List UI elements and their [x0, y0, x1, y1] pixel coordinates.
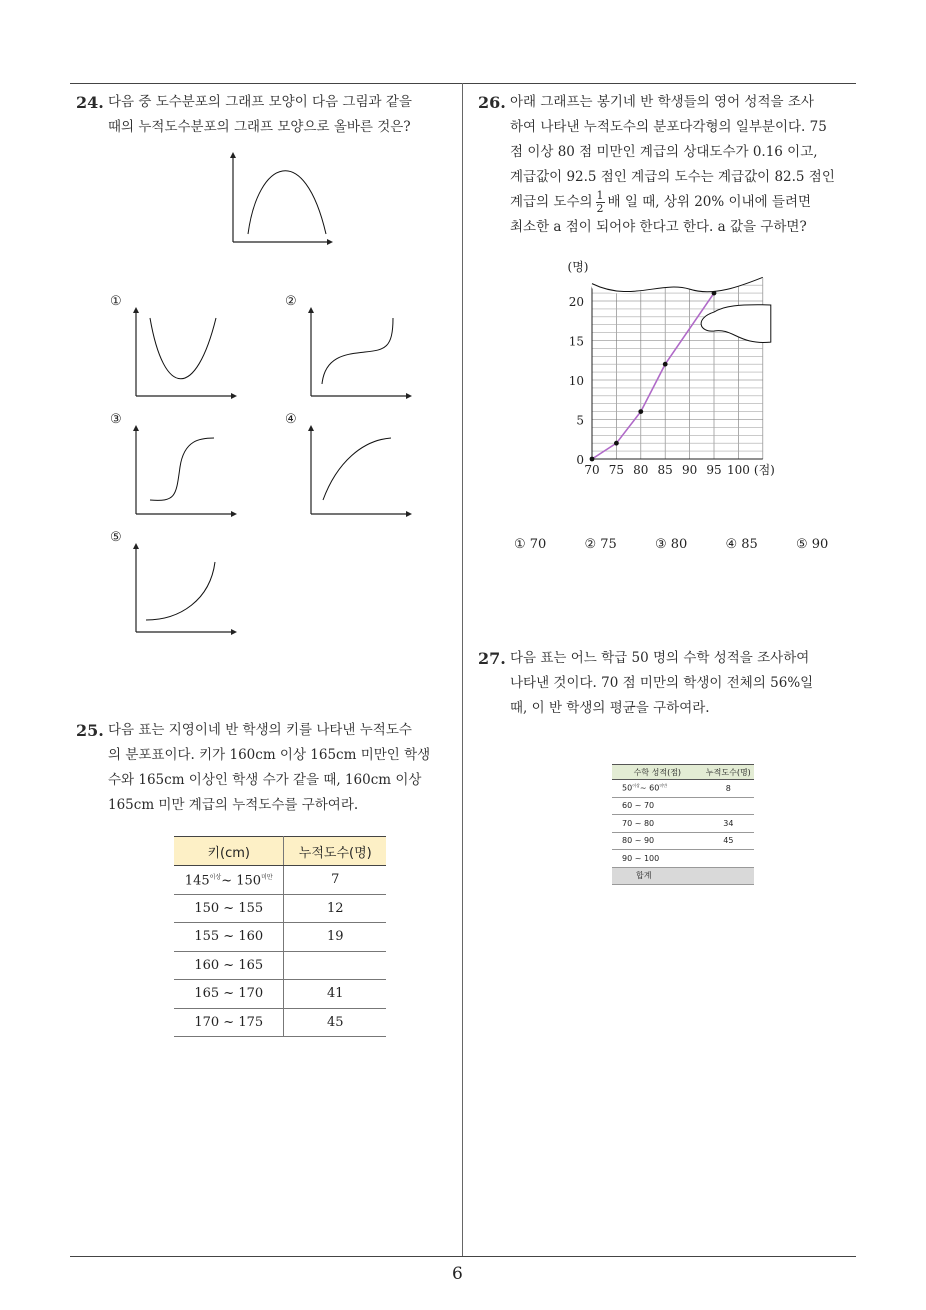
- option-4-graph[interactable]: [305, 422, 415, 522]
- y-tick-label: 15: [568, 334, 584, 349]
- table-row: $145^{이상}\sim$ $150^{미만}$ 7: [174, 866, 386, 895]
- table-row: 70 ~ 80 34: [612, 815, 754, 833]
- page-number: 6: [452, 1264, 463, 1284]
- y-tick-label: 0: [576, 453, 584, 467]
- answer-option[interactable]: ④ 85: [725, 537, 758, 552]
- table-header-height: 키(cm): [174, 837, 284, 866]
- q26-number: 26.: [478, 93, 506, 112]
- option-2-label: ②: [285, 294, 297, 309]
- table-total-row: 합계: [612, 867, 754, 885]
- data-point: [663, 362, 668, 367]
- torn-right-wedge: [701, 305, 771, 343]
- q25-text: [76, 718, 461, 818]
- x-tick-label: 75: [608, 463, 625, 477]
- q26-cumulative-chart: [550, 258, 820, 490]
- option-2-graph[interactable]: [305, 304, 415, 404]
- table-header-cumulative: 누적도수(명): [284, 837, 386, 866]
- y-axis-unit-label: (명): [567, 259, 589, 274]
- option-5-label: ⑤: [110, 530, 122, 545]
- cumulative-line: [592, 293, 714, 459]
- data-point: [638, 409, 643, 414]
- x-tick-label: 85: [657, 463, 673, 477]
- y-tick-label: 20: [568, 295, 584, 309]
- option-4-label: ④: [285, 412, 297, 427]
- q25-line: 수와 165cm 이상인 학생 수가 같을 때, 160cm 이상: [108, 772, 422, 788]
- answer-option[interactable]: ③ 80: [654, 537, 688, 552]
- table-row: 80 ~ 90 45: [612, 832, 754, 850]
- table-row: 170 ~ 175 45: [174, 1008, 386, 1037]
- q26-line: 점 이상 80 점 미만인 계급의 상대도수가 0.16 이고,: [510, 144, 818, 160]
- q24-number: 24.: [76, 93, 104, 112]
- q24-reference-graph: [226, 150, 336, 250]
- x-tick-label: 70: [584, 463, 600, 477]
- q25-number: 25.: [76, 721, 104, 740]
- q27-line: 때, 이 반 학생의 평균을 구하여라.: [510, 700, 710, 716]
- q26-line: 계급의 도수의 $\frac{1}{2}$ 배 일 때, 상위 20% 이내에 들려면: [510, 189, 812, 215]
- data-point: [590, 457, 595, 462]
- bottom-rule: [70, 1256, 856, 1257]
- table-row: 60 ~ 70: [612, 797, 754, 815]
- table-row: 150 ~ 155 12: [174, 894, 386, 923]
- table-row: 155 ~ 160 19: [174, 923, 386, 952]
- q25-table: [174, 836, 386, 1037]
- chart-ticks: [568, 259, 775, 477]
- top-rule: [70, 83, 856, 84]
- q26-line: 하여 나타낸 누적도수의 분포다각형의 일부분이다. 75: [510, 119, 827, 135]
- option-1-label: ①: [110, 294, 122, 309]
- q27-number: 27.: [478, 649, 506, 668]
- chart-series: [590, 291, 717, 462]
- q26-text: [478, 90, 863, 240]
- answer-option[interactable]: ① 70: [514, 537, 547, 552]
- x-tick-label: 90: [681, 463, 698, 477]
- table-row: 90 ~ 100: [612, 850, 754, 868]
- answer-option[interactable]: ② 75: [584, 537, 617, 552]
- table-row: $50^{이상}\sim$ $60^{미만}$ 8: [612, 780, 754, 798]
- q25-line: 의 분포표이다. 키가 160cm 이상 165cm 미만인 학생: [108, 747, 431, 763]
- chart-torn-mask: [591, 258, 771, 342]
- q27-text: [478, 646, 863, 721]
- fraction-half: $\frac{1}{2}$: [596, 189, 604, 215]
- q26-line: 최소한 a 점이 되어야 한다고 한다. a 값을 구하면?: [510, 219, 807, 235]
- option-3-graph[interactable]: [130, 422, 240, 522]
- table-header-cumulative: 누적도수(명): [703, 765, 754, 780]
- x-axis-unit-label: (점): [753, 463, 775, 477]
- option-5-graph[interactable]: [130, 540, 240, 640]
- y-tick-label: 5: [576, 413, 584, 428]
- data-point: [614, 441, 619, 446]
- answer-option[interactable]: ⑤ 90: [795, 537, 829, 552]
- torn-top-fill: [591, 258, 771, 293]
- table-header-score: 수학 성적(점): [612, 765, 703, 780]
- table-row: 160 ~ 165: [174, 951, 386, 980]
- q24-text: [76, 90, 461, 140]
- q24-line: 때의 누적도수분포의 그래프 모양으로 올바른 것은?: [108, 119, 411, 135]
- option-3-label: ③: [110, 412, 122, 427]
- q26-line: 계급값이 92.5 점인 계급의 도수는 계급값이 82.5 점인: [510, 169, 835, 185]
- x-tick-label: 80: [633, 463, 649, 477]
- q27-line: 다음 표는 어느 학급 50 명의 수학 성적을 조사하여: [510, 650, 810, 666]
- q25-line: 165cm 미만 계급의 누적도수를 구하여라.: [108, 797, 359, 813]
- chart-grid: [592, 277, 763, 459]
- option-1-graph[interactable]: [130, 304, 240, 404]
- q26-answers: [514, 537, 862, 552]
- table-row: 165 ~ 170 41: [174, 980, 386, 1009]
- column-divider: [462, 83, 463, 1256]
- q27-line: 나타낸 것이다. 70 점 미만의 학생이 전체의 56%일: [510, 675, 814, 691]
- q25-line: 다음 표는 지영이네 반 학생의 키를 나타낸 누적도수: [108, 722, 412, 738]
- chart-axes: [592, 277, 763, 459]
- x-tick-label: 100: [726, 463, 750, 477]
- q27-table: [612, 764, 754, 885]
- q26-line: 아래 그래프는 봉기네 반 학생들의 영어 성적을 조사: [510, 94, 814, 110]
- x-tick-label: 95: [706, 463, 722, 477]
- q24-line: 다음 중 도수분포의 그래프 모양이 다음 그림과 같을: [108, 94, 412, 110]
- y-tick-label: 10: [568, 374, 584, 388]
